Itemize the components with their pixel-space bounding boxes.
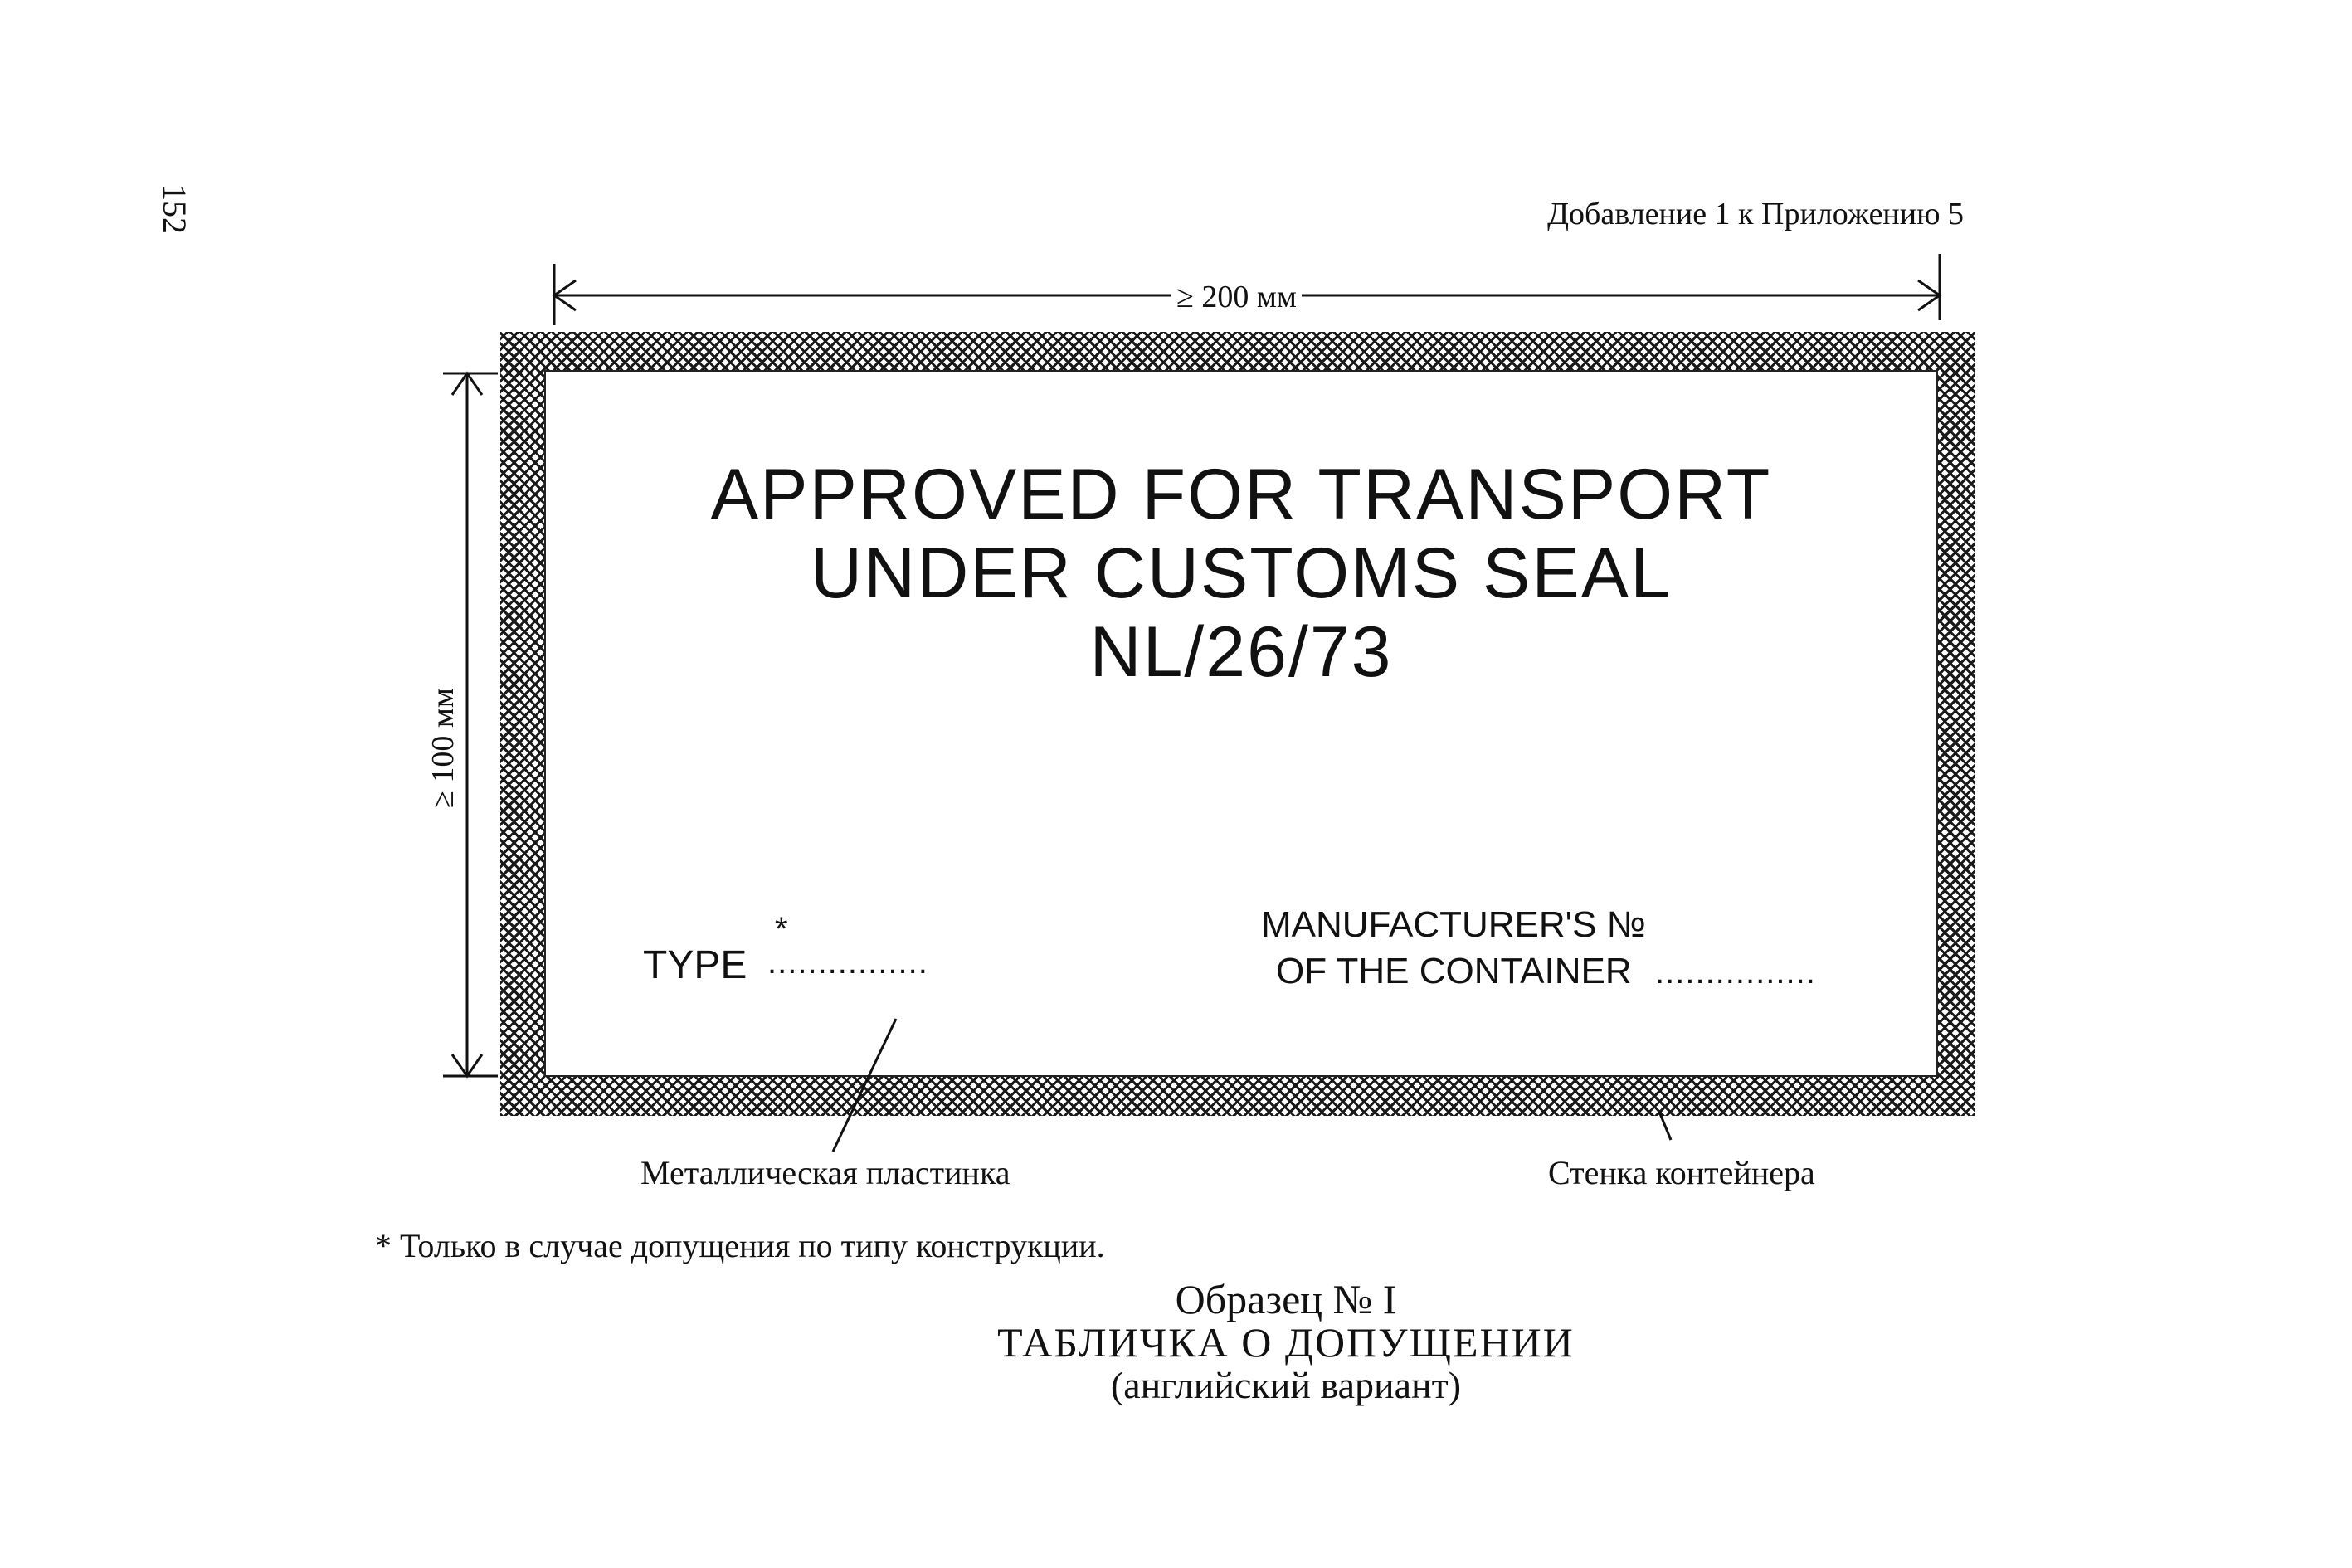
height-dimension-label: ≥ 100 мм	[425, 683, 461, 813]
type-label: TYPE	[643, 943, 747, 987]
width-dimension-label: ≥ 200 мм	[1171, 279, 1302, 315]
figure-title: ТАБЛИЧКА О ДОПУЩЕНИИ	[997, 1319, 1575, 1366]
sample-number: Образец № I	[1175, 1276, 1397, 1322]
plate-title-line-2: UNDER CUSTOMS SEAL	[811, 533, 1672, 613]
type-dotted-field: ................	[767, 944, 928, 981]
type-asterisk: *	[775, 911, 788, 947]
container-wall-leader	[1659, 1112, 1671, 1140]
plate-title-line-1: APPROVED FOR TRANSPORT	[710, 455, 1772, 534]
manufacturer-dotted-field: ................	[1655, 954, 1816, 991]
metal-plate-leader	[833, 1019, 896, 1152]
container-wall-callout: Стенка контейнера	[1548, 1154, 1815, 1191]
page-number: 152	[156, 184, 193, 234]
footnote: * Только в случае допущения по типу конструкции.	[375, 1227, 1105, 1264]
figure-subtitle: (английский вариант)	[1110, 1364, 1462, 1406]
container-label: OF THE CONTAINER	[1276, 951, 1632, 991]
manufacturer-number-label: MANUFACTURER'S №	[1261, 904, 1646, 945]
plate-approval-number: NL/26/73	[1089, 612, 1393, 692]
appendix-label: Добавление 1 к Приложению 5	[1547, 197, 1964, 231]
metal-plate-callout: Металлическая пластинка	[640, 1154, 1010, 1191]
